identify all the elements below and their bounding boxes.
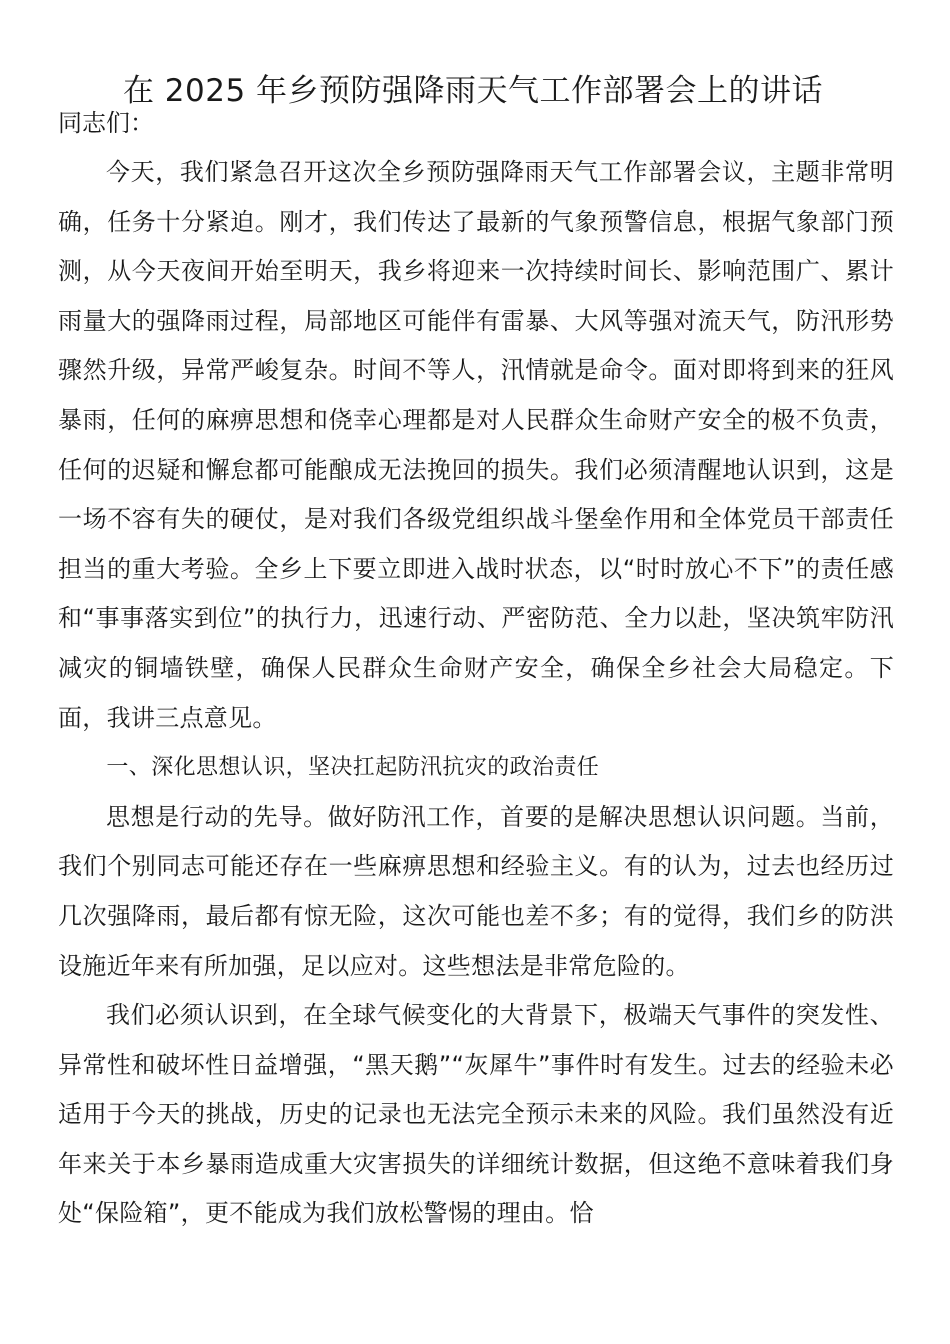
section-paragraph: 我们必须认识到，在全球气候变化的大背景下，极端天气事件的突发性、异常性和破坏性日益增强，“黑天鹅”“灰犀牛”事件时有发生。过去的经验未必适用于今天的挑战，历史的记录也无法完全预示未来的风险。我们虽然没有近年来关于本乡暴雨造成重大灾害损失的详细统计数据，但这绝不意味着我们身处“保险箱”，更不能成为我们放松警惕的理由。恰: [58, 1001, 894, 1228]
section-heading: 一、深化思想认识，坚决扛起防汛抗灾的政治责任: [106, 755, 600, 781]
intro-paragraph: 今天，我们紧急召开这次全乡预防强降雨天气工作部署会议，主题非常明确，任务十分紧迫。刚才，我们传达了最新的气象预警信息，根据气象部门预测，从今天夜间开始至明天，我乡将迎来一次持续时间长、影响范围广、累计雨量大的强降雨过程，局部地区可能伴有雷暴、大风等强对流天气，防汛形势骤然升级，异常严峻复杂。时间不等人，汛情就是命令。面对即将到来的狂风暴雨，任何的麻痹思想和侥幸心理都是对人民群众生命财产安全的极不负责，任何的迟疑和懈怠都可能酿成无法挽回的损失。我们必须清醒地认识到，这是一场不容有失的硬仗，是对我们各级党组织战斗堡垒作用和全体党员干部责任担当的重大考验。全乡上下要立即进入战时状态，以“时时放心不下”的责任感和“事事落实到位”的执行力，迅速行动、严密防范、全力以赴，坚决筑牢防汛减灾的铜墙铁壁，确保人民群众生命财产安全，确保全乡社会大局稳定。下面，我讲三点意见。: [58, 158, 894, 732]
document-page: [58, 66, 894, 1239]
document-title: 在 2025 年乡预防强降雨天气工作部署会上的讲话: [122, 73, 824, 109]
salutation: 同志们：: [58, 109, 154, 137]
section-paragraph: 思想是行动的先导。做好防汛工作，首要的是解决思想认识问题。当前，我们个别同志可能还存在一些麻痹思想和经验主义。有的认为，过去也经历过几次强降雨，最后都有惊无险，这次可能也差不多；有的觉得，我们乡的防洪设施近年来有所加强，足以应对。这些想法是非常危险的。: [58, 802, 894, 980]
